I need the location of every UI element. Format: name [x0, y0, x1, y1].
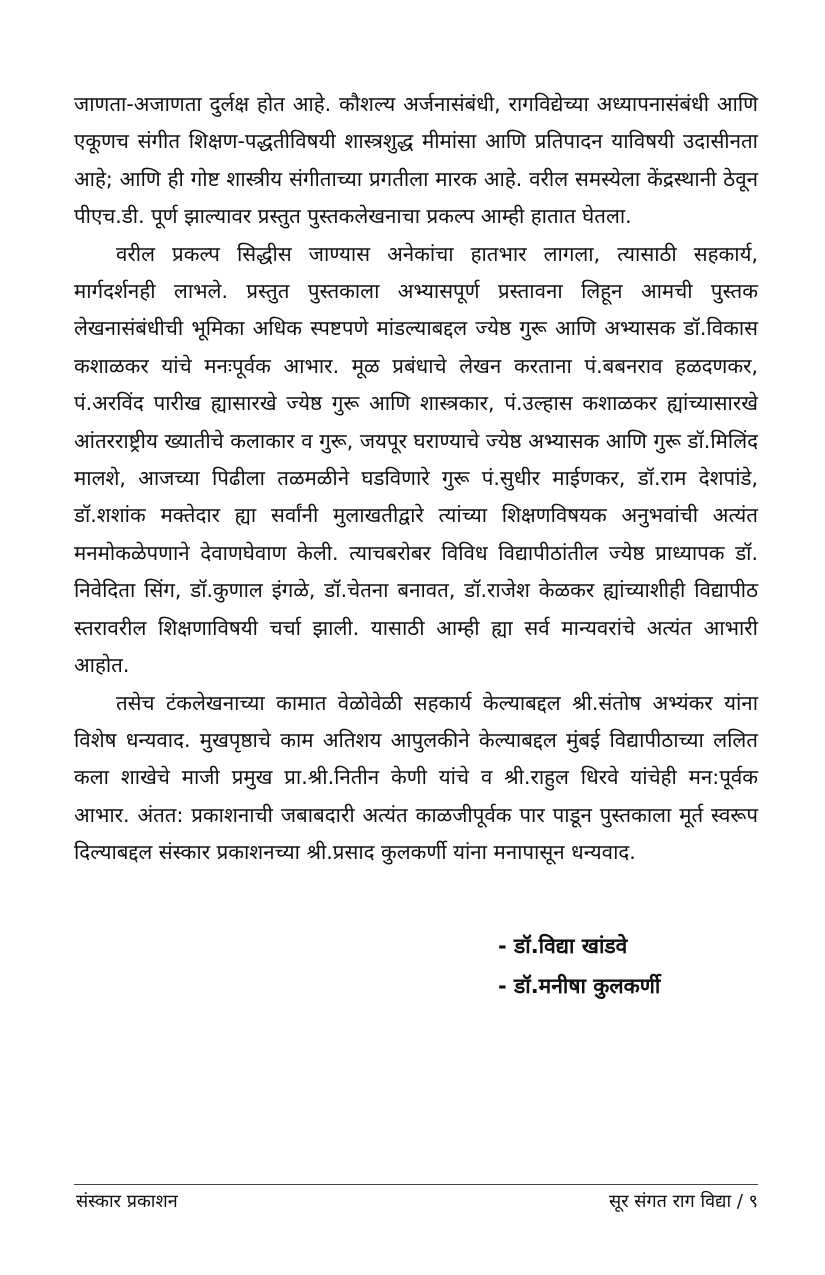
footer-publisher: संस्कार प्रकाशन	[76, 1191, 178, 1212]
footer-page-label: सूर संगत राग विद्या / ९	[609, 1191, 758, 1212]
paragraph-acknowledgements: वरील प्रकल्प सिद्धीस जाण्यास अनेकांचा हातभार लागला, त्यासाठी सहकार्य, मार्गदर्शनही लाभले. प्रस्तुत पुस्तकाला अभ्यासपूर्ण प्रस्तावना लिहून आमची पुस्तक लेखनासंबंधीची भूमिका अधिक स्पष्टपणे मांडल्याबद्दल ज्येष्ठ गुरू आणि अभ्यासक डॉ.विकास कशाळकर यांचे मनःपूर्वक आभार. मूळ प्रबंधाचे लेखन करताना पं.बबनराव हळदणकर, पं.अरविंद पारीख ह्यासारखे ज्येष्ठ गुरू आणि शास्त्रकार, पं.उल्हास कशाळकर ह्यांच्यासारखे आंतरराष्ट्रीय ख्यातीचे कलाकार व गुरू, जयपूर घराण्याचे ज्येष्ठ अभ्यासक आणि गुरू डॉ.मिलिंद मालशे, आजच्या पिढीला तळमळीने घडविणारे गुरू पं.सुधीर माईणकर, डॉ.राम देशपांडे, डॉ.शशांक मक्तेदार ह्या सर्वांनी मुलाखतीद्वारे त्यांच्या शिक्षणविषयक अनुभवांची अत्यंत मनमोकळेपणाने देवाणघेवाण केली. त्याचबरोबर विविध विद्यापीठांतील ज्येष्ठ प्राध्यापक डॉ. निवेदिता सिंग, डॉ.कुणाल इंगळे, डॉ.चेतना बनावत, डॉ.राजेश केळकर ह्यांच्याशीही विद्यापीठ स्तरावरील शिक्षणाविषयी चर्चा झाली. यासाठी आम्ही ह्या सर्व मान्यवरांचे अत्यंत आभारी आहोत.	[74, 241, 758, 678]
signature-author-2: - डॉ.मनीषा कुलकर्णी	[498, 974, 661, 998]
signature-author-1: - डॉ.विद्या खांडवे	[498, 934, 628, 958]
signature-block	[498, 926, 660, 1006]
paragraph-thanks: तसेच टंकलेखनाच्या कामात वेळोवेळी सहकार्य केल्याबद्दल श्री.संतोष अभ्यंकर यांना विशेष धन्यवाद. मुखपृष्ठाचे काम अतिशय आपुलकीने केल्याबद्दल मुंबई विद्यापीठाच्या ललित कला शाखेचे माजी प्रमुख प्रा.श्री.नितीन केणी यांचे व श्री.राहुल धिरवे यांचेही मन:पूर्वक आभार. अंतत: प्रकाशनाची जबाबदारी अत्यंत काळजीपूर्वक पार पाडून पुस्तकाला मूर्त स्वरूप दिल्याबद्दल संस्कार प्रकाशनच्या श्री.प्रसाद कुलकर्णी यांना मनापासून धन्यवाद.	[74, 690, 758, 865]
footer-divider	[74, 1184, 758, 1185]
document-body	[74, 86, 758, 872]
paragraph-continuation: जाणता-अजाणता दुर्लक्ष होत आहे. कौशल्य अर्जनासंबंधी, रागविद्येच्या अध्यापनासंबंधी आणि एकूणच संगीत शिक्षण-पद्धतीविषयी शास्त्रशुद्ध मीमांसा आणि प्रतिपादन याविषयी उदासीनता आहे; आणि ही गोष्ट शास्त्रीय संगीताच्या प्रगतीला मारक आहे. वरील समस्येला केंद्रस्थानी ठेवून पीएच.डी. पूर्ण झाल्यावर प्रस्तुत पुस्तकलेखनाचा प्रकल्प आम्ही हातात घेतला.	[74, 92, 758, 229]
